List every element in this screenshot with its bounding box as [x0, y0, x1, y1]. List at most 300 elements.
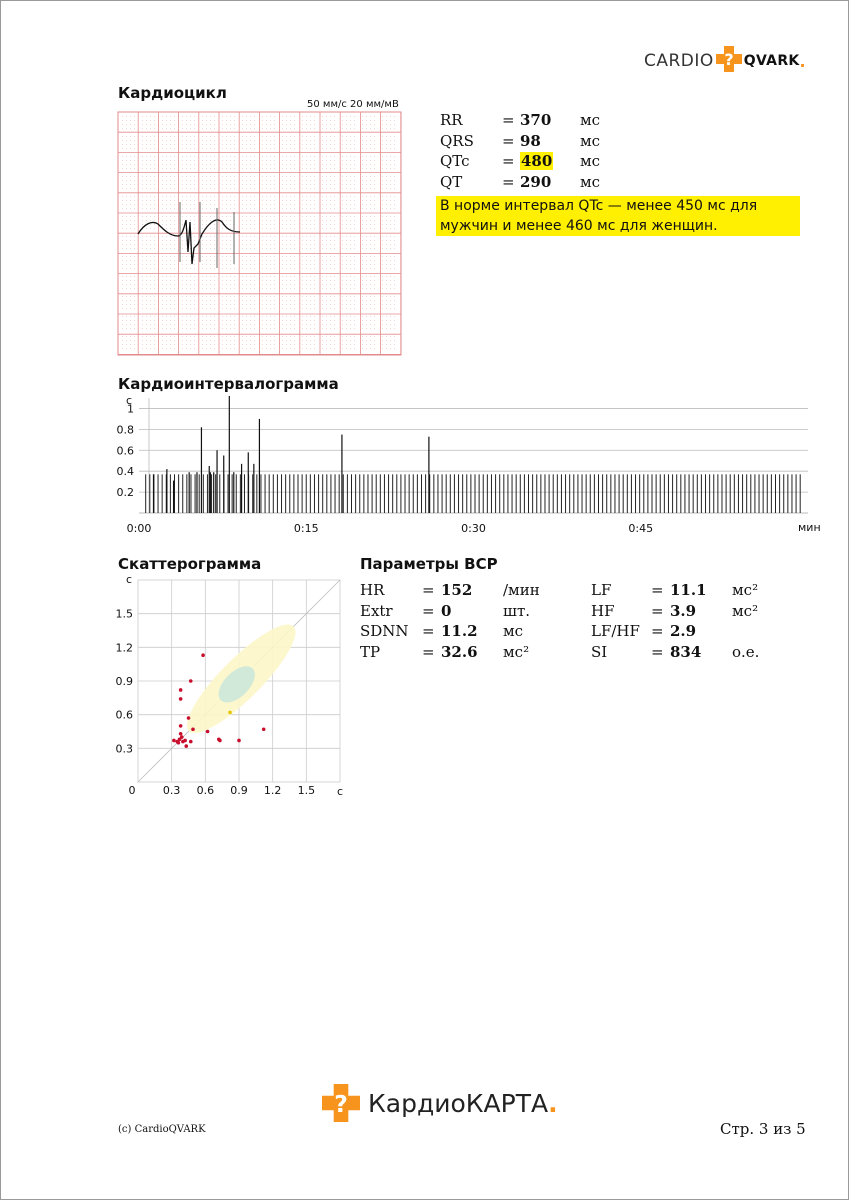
ecg-grid-dot [130, 136, 131, 137]
ecg-grid-dot [326, 156, 327, 157]
ecg-grid-dot [122, 240, 123, 241]
ecg-grid-dot [310, 148, 311, 149]
ecg-grid-dot [230, 288, 231, 289]
ecg-grid-dot [134, 296, 135, 297]
ecg-grid-dot [306, 276, 307, 277]
ecg-grid-dot [154, 288, 155, 289]
ecg-grid-dot [242, 304, 243, 305]
ecg-grid-dot [126, 248, 127, 249]
ecg-grid-dot [302, 344, 303, 345]
ecg-grid-dot [390, 200, 391, 201]
ecg-grid-dot [222, 284, 223, 285]
ecg-grid-dot [270, 328, 271, 329]
ecg-grid-dot [362, 320, 363, 321]
ecg-grid-dot [186, 256, 187, 257]
ecg-grid-dot [290, 128, 291, 129]
ecg-grid-dot [382, 184, 383, 185]
ecg-grid-dot [350, 164, 351, 165]
ecg-grid-dot [130, 160, 131, 161]
ecg-grid-dot [166, 348, 167, 349]
ecg-grid-dot [162, 144, 163, 145]
ecg-grid-dot [374, 168, 375, 169]
ecg-grid-dot [174, 184, 175, 185]
ecg-grid-dot [274, 148, 275, 149]
ecg-grid-dot [302, 228, 303, 229]
ecg-grid-dot [142, 344, 143, 345]
ecg-grid-dot [346, 204, 347, 205]
ecg-grid-dot [210, 296, 211, 297]
ecg-grid-dot [246, 168, 247, 169]
ecg-grid-dot [146, 300, 147, 301]
ecg-grid-dot [122, 176, 123, 177]
ecg-grid-dot [226, 340, 227, 341]
ecg-grid-dot [334, 140, 335, 141]
ecg-grid-dot [206, 320, 207, 321]
ecg-grid-dot [262, 240, 263, 241]
ecg-grid-dot [290, 256, 291, 257]
ecg-grid-dot [130, 176, 131, 177]
ecg-grid-dot [306, 164, 307, 165]
ecg-grid-dot [330, 236, 331, 237]
ecg-grid-dot [270, 148, 271, 149]
ecg-grid-dot [306, 184, 307, 185]
ecg-grid-dot [250, 180, 251, 181]
ecg-grid-dot [354, 200, 355, 201]
ecg-grid-dot [190, 280, 191, 281]
ecg-grid-dot [306, 288, 307, 289]
ecg-grid-dot [130, 320, 131, 321]
ecg-grid-dot [382, 288, 383, 289]
ecg-grid-dot [374, 156, 375, 157]
ecg-grid-dot [222, 304, 223, 305]
ecg-grid-dot [134, 188, 135, 189]
ecg-grid-dot [286, 216, 287, 217]
ecg-grid-dot [246, 220, 247, 221]
ecg-grid-dot [170, 288, 171, 289]
ecg-grid-dot [202, 328, 203, 329]
ecg-grid-dot [390, 320, 391, 321]
ecg-grid-dot [330, 240, 331, 241]
ecg-grid-dot [302, 180, 303, 181]
ecg-grid-dot [322, 244, 323, 245]
ecg-grid-dot [194, 144, 195, 145]
ecg-grid-dot [282, 216, 283, 217]
ecg-grid-dot [254, 144, 255, 145]
ecg-grid-dot [182, 220, 183, 221]
ecg-grid-dot [330, 288, 331, 289]
ecg-grid-dot [390, 256, 391, 257]
ecg-grid-dot [122, 316, 123, 317]
ecg-grid-dot [374, 264, 375, 265]
ecg-grid-dot [154, 160, 155, 161]
ecg-grid-dot [366, 124, 367, 125]
ecg-grid-dot [322, 188, 323, 189]
ecg-grid-dot [382, 248, 383, 249]
ecg-grid-dot [122, 188, 123, 189]
svg-text:?: ? [724, 50, 734, 69]
ecg-grid-dot [382, 168, 383, 169]
ecg-grid-dot [190, 160, 191, 161]
ecg-grid-dot [342, 296, 343, 297]
ecg-grid-dot [230, 136, 231, 137]
ecg-grid-dot [294, 116, 295, 117]
ecg-grid-dot [270, 196, 271, 197]
ecg-grid-dot [306, 208, 307, 209]
ecg-grid-dot [122, 200, 123, 201]
ecg-grid-dot [266, 240, 267, 241]
ecg-grid-dot [254, 348, 255, 349]
ecg-grid-dot [190, 308, 191, 309]
ecg-grid-dot [246, 284, 247, 285]
ecg-grid-dot [166, 128, 167, 129]
ecg-grid-dot [230, 240, 231, 241]
ecg-grid-dot [186, 164, 187, 165]
ecg-grid-dot [326, 140, 327, 141]
ecg-grid-dot [306, 256, 307, 257]
ecg-grid-dot [166, 140, 167, 141]
ecg-grid-dot [206, 208, 207, 209]
ecg-grid-dot [142, 196, 143, 197]
ecg-grid-dot [262, 260, 263, 261]
ecg-grid-dot [334, 224, 335, 225]
ecg-grid-dot [290, 344, 291, 345]
ecg-grid-dot [190, 320, 191, 321]
ecg-grid-dot [330, 244, 331, 245]
ecg-grid-dot [142, 184, 143, 185]
ecg-grid-dot [282, 144, 283, 145]
ecg-grid-dot [386, 148, 387, 149]
ecg-grid-dot [226, 140, 227, 141]
scatter-point [179, 688, 183, 692]
ecg-grid-dot [150, 240, 151, 241]
ecg-grid-dot [322, 240, 323, 241]
ecg-grid-dot [310, 256, 311, 257]
ecg-grid-dot [362, 216, 363, 217]
ecg-grid-dot [342, 288, 343, 289]
ecg-grid-dot [302, 204, 303, 205]
ecg-grid-dot [366, 268, 367, 269]
ecg-grid-dot [294, 176, 295, 177]
ecg-grid-dot [150, 328, 151, 329]
ecg-grid-dot [366, 156, 367, 157]
ecg-grid-dot [334, 304, 335, 305]
ecg-grid-dot [150, 116, 151, 117]
ecg-grid-dot [274, 140, 275, 141]
ecg-grid-dot [374, 244, 375, 245]
ecg-grid-dot [286, 248, 287, 249]
page-number: Стр. 3 из 5 [720, 1120, 806, 1138]
ecg-grid-dot [230, 336, 231, 337]
ecg-grid-dot [222, 236, 223, 237]
ecg-grid-dot [186, 176, 187, 177]
ecg-grid-dot [354, 144, 355, 145]
ecg-grid-dot [242, 348, 243, 349]
ecg-grid-dot [346, 128, 347, 129]
ecg-grid-dot [210, 156, 211, 157]
ecg-grid-dot [282, 268, 283, 269]
ecg-grid-dot [322, 236, 323, 237]
scatter-y-tick-label: 0.9 [115, 675, 133, 688]
ecg-grid-dot [282, 336, 283, 337]
ecg-grid-dot [342, 276, 343, 277]
ecg-grid-dot [286, 236, 287, 237]
ecg-grid-dot [250, 184, 251, 185]
ecg-grid-dot [234, 200, 235, 201]
ecg-grid-dot [274, 280, 275, 281]
ecg-grid-dot [346, 240, 347, 241]
ecg-grid-dot [246, 276, 247, 277]
ecg-grid-dot [242, 256, 243, 257]
ecg-grid-dot [266, 228, 267, 229]
ecg-grid-dot [162, 156, 163, 157]
ecg-grid-dot [346, 248, 347, 249]
ecg-grid-dot [234, 184, 235, 185]
ecg-grid-dot [334, 284, 335, 285]
ecg-grid-dot [390, 128, 391, 129]
ecg-grid-dot [174, 264, 175, 265]
ecg-grid-dot [202, 344, 203, 345]
ecg-grid-dot [354, 284, 355, 285]
ecg-grid-dot [362, 284, 363, 285]
ecg-grid-dot [286, 188, 287, 189]
ecg-grid-dot [350, 324, 351, 325]
ecg-grid-dot [170, 308, 171, 309]
ecg-grid-dot [206, 176, 207, 177]
ecg-grid-dot [230, 316, 231, 317]
ecg-grid-dot [234, 160, 235, 161]
cig-x-tick-label: 0:15 [293, 522, 319, 535]
ecg-grid-dot [154, 116, 155, 117]
ecg-grid-dot [282, 280, 283, 281]
ecg-grid-dot [346, 336, 347, 337]
ecg-grid-dot [286, 204, 287, 205]
ecg-grid-dot [194, 116, 195, 117]
ecg-grid-dot [222, 260, 223, 261]
ecg-grid-dot [150, 200, 151, 201]
ecg-grid-dot [390, 336, 391, 337]
ecg-grid-dot [282, 320, 283, 321]
ecg-grid-dot [306, 224, 307, 225]
ecg-grid-dot [186, 128, 187, 129]
ecg-grid-dot [386, 124, 387, 125]
ecg-grid-dot [290, 280, 291, 281]
ecg-grid-dot [306, 136, 307, 137]
ecg-grid-dot [362, 168, 363, 169]
ecg-grid-dot [362, 240, 363, 241]
cig-x-unit: мин [798, 521, 821, 534]
ecg-grid-dot [234, 308, 235, 309]
ecg-grid-dot [250, 156, 251, 157]
ecg-grid-dot [170, 300, 171, 301]
ecg-grid-dot [234, 136, 235, 137]
ecg-grid-dot [282, 344, 283, 345]
ecg-grid-dot [374, 260, 375, 261]
ecg-grid-dot [354, 256, 355, 257]
ecg-grid-dot [142, 156, 143, 157]
ecg-grid-dot [386, 156, 387, 157]
ecg-grid-dot [290, 336, 291, 337]
ecg-grid-dot [246, 260, 247, 261]
ecg-grid-dot [222, 148, 223, 149]
ecg-grid-dot [254, 228, 255, 229]
ecg-grid-dot [214, 208, 215, 209]
ecg-grid-dot [174, 188, 175, 189]
ecg-grid-dot [254, 236, 255, 237]
ecg-grid-dot [130, 224, 131, 225]
ecg-grid-dot [274, 244, 275, 245]
ecg-grid-dot [130, 268, 131, 269]
ecg-grid-dot [354, 140, 355, 141]
ecg-grid-dot [394, 144, 395, 145]
ecg-grid-dot [314, 348, 315, 349]
ecg-grid-dot [346, 300, 347, 301]
ecg-grid-dot [150, 228, 151, 229]
ecg-grid-dot [122, 156, 123, 157]
param-value-highlighted: 480 [521, 152, 553, 170]
ecg-grid-dot [370, 188, 371, 189]
ecg-grid-dot [222, 344, 223, 345]
logo-question-icon [322, 1084, 360, 1122]
ecg-grid-dot [350, 340, 351, 341]
ecg-grid-dot [150, 236, 151, 237]
ecg-grid-dot [270, 300, 271, 301]
ecg-grid-dot [390, 216, 391, 217]
ecg-grid-dot [202, 128, 203, 129]
ecg-grid-dot [170, 128, 171, 129]
ecg-grid-dot [134, 128, 135, 129]
ecg-grid-dot [194, 260, 195, 261]
ecg-grid-dot [346, 340, 347, 341]
ecg-grid-dot [326, 224, 327, 225]
ecg-grid-dot [346, 260, 347, 261]
cig-x-tick-label: 0:00 [126, 522, 152, 535]
ecg-grid-dot [122, 268, 123, 269]
ecg-grid-dot [154, 244, 155, 245]
ecg-grid-dot [306, 244, 307, 245]
ecg-grid-dot [122, 336, 123, 337]
ecg-grid-dot [166, 284, 167, 285]
ecg-grid-dot [134, 284, 135, 285]
ecg-grid-dot [142, 168, 143, 169]
ecg-grid-dot [210, 180, 211, 181]
ecg-grid-dot [150, 164, 151, 165]
ecg-grid-dot [246, 316, 247, 317]
ecg-grid-dot [262, 184, 263, 185]
ecg-grid-dot [146, 156, 147, 157]
ecg-grid-dot [174, 276, 175, 277]
ecg-grid-dot [326, 248, 327, 249]
ecg-grid-dot [326, 340, 327, 341]
ecg-grid-dot [294, 304, 295, 305]
ecg-grid-dot [226, 208, 227, 209]
ecg-grid-dot [250, 300, 251, 301]
ecg-grid-dot [166, 176, 167, 177]
ecg-grid-dot [206, 284, 207, 285]
ecg-grid-dot [270, 224, 271, 225]
ecg-grid-dot [330, 284, 331, 285]
ecg-grid-dot [242, 200, 243, 201]
ecg-grid-dot [210, 288, 211, 289]
ecg-grid-dot [170, 236, 171, 237]
param-eq: = [502, 111, 515, 129]
ecg-grid-dot [166, 344, 167, 345]
ecg-grid-dot [390, 196, 391, 197]
ecg-grid-dot [150, 196, 151, 197]
ecg-grid-dot [130, 148, 131, 149]
ecg-grid-dot [162, 320, 163, 321]
ecg-grid-dot [190, 136, 191, 137]
ecg-grid-dot [294, 240, 295, 241]
ecg-grid-dot [274, 260, 275, 261]
ecg-grid-dot [250, 260, 251, 261]
ecg-grid-dot [186, 284, 187, 285]
ecg-grid-dot [174, 268, 175, 269]
ecg-grid-dot [302, 244, 303, 245]
scatter-point [179, 724, 183, 728]
ecg-grid-dot [234, 156, 235, 157]
ecg-grid-dot [354, 260, 355, 261]
ecg-grid-dot [350, 176, 351, 177]
ecg-grid-dot [206, 116, 207, 117]
ecg-grid-dot [134, 200, 135, 201]
ecg-grid-dot [286, 120, 287, 121]
ecg-grid-dot [362, 336, 363, 337]
ecg-grid-dot [262, 200, 263, 201]
ecg-grid-dot [282, 340, 283, 341]
ecg-grid-dot [182, 328, 183, 329]
ecg-grid-dot [182, 320, 183, 321]
ecg-grid-dot [394, 248, 395, 249]
ecg-grid-dot [130, 276, 131, 277]
ecg-grid-dot [350, 328, 351, 329]
ecg-grid-dot [294, 264, 295, 265]
ecg-grid-dot [134, 160, 135, 161]
ecg-grid-dot [122, 228, 123, 229]
ecg-grid-dot [310, 136, 311, 137]
ecg-grid-dot [386, 176, 387, 177]
ecg-grid-dot [126, 136, 127, 137]
ecg-grid-dot [142, 116, 143, 117]
ecg-grid-dot [326, 184, 327, 185]
ecg-grid-dot [210, 336, 211, 337]
ecg-grid-dot [362, 224, 363, 225]
ecg-grid-dot [146, 184, 147, 185]
ecg-grid-dot [366, 196, 367, 197]
ecg-grid-dot [126, 304, 127, 305]
ecg-grid-dot [286, 316, 287, 317]
ecg-grid-dot [270, 200, 271, 201]
ecg-grid-dot [330, 180, 331, 181]
scatter-x-tick-label: 0 [128, 784, 136, 797]
ecg-grid-dot [206, 180, 207, 181]
ecg-grid-dot [246, 300, 247, 301]
ecg-grid-dot [182, 224, 183, 225]
ecg-grid-dot [370, 180, 371, 181]
ecg-grid-dot [286, 336, 287, 337]
ecg-grid-dot [370, 160, 371, 161]
ecg-grid-dot [322, 264, 323, 265]
ecg-grid-dot [302, 284, 303, 285]
ecg-grid-dot [162, 180, 163, 181]
ecg-grid-dot [310, 264, 311, 265]
ecg-grid-dot [366, 348, 367, 349]
ecg-grid-dot [386, 260, 387, 261]
ecg-grid-dot [282, 348, 283, 349]
ecg-grid-dot [270, 320, 271, 321]
ecg-grid-dot [162, 336, 163, 337]
ecg-grid-dot [206, 276, 207, 277]
ecg-grid-dot [390, 296, 391, 297]
